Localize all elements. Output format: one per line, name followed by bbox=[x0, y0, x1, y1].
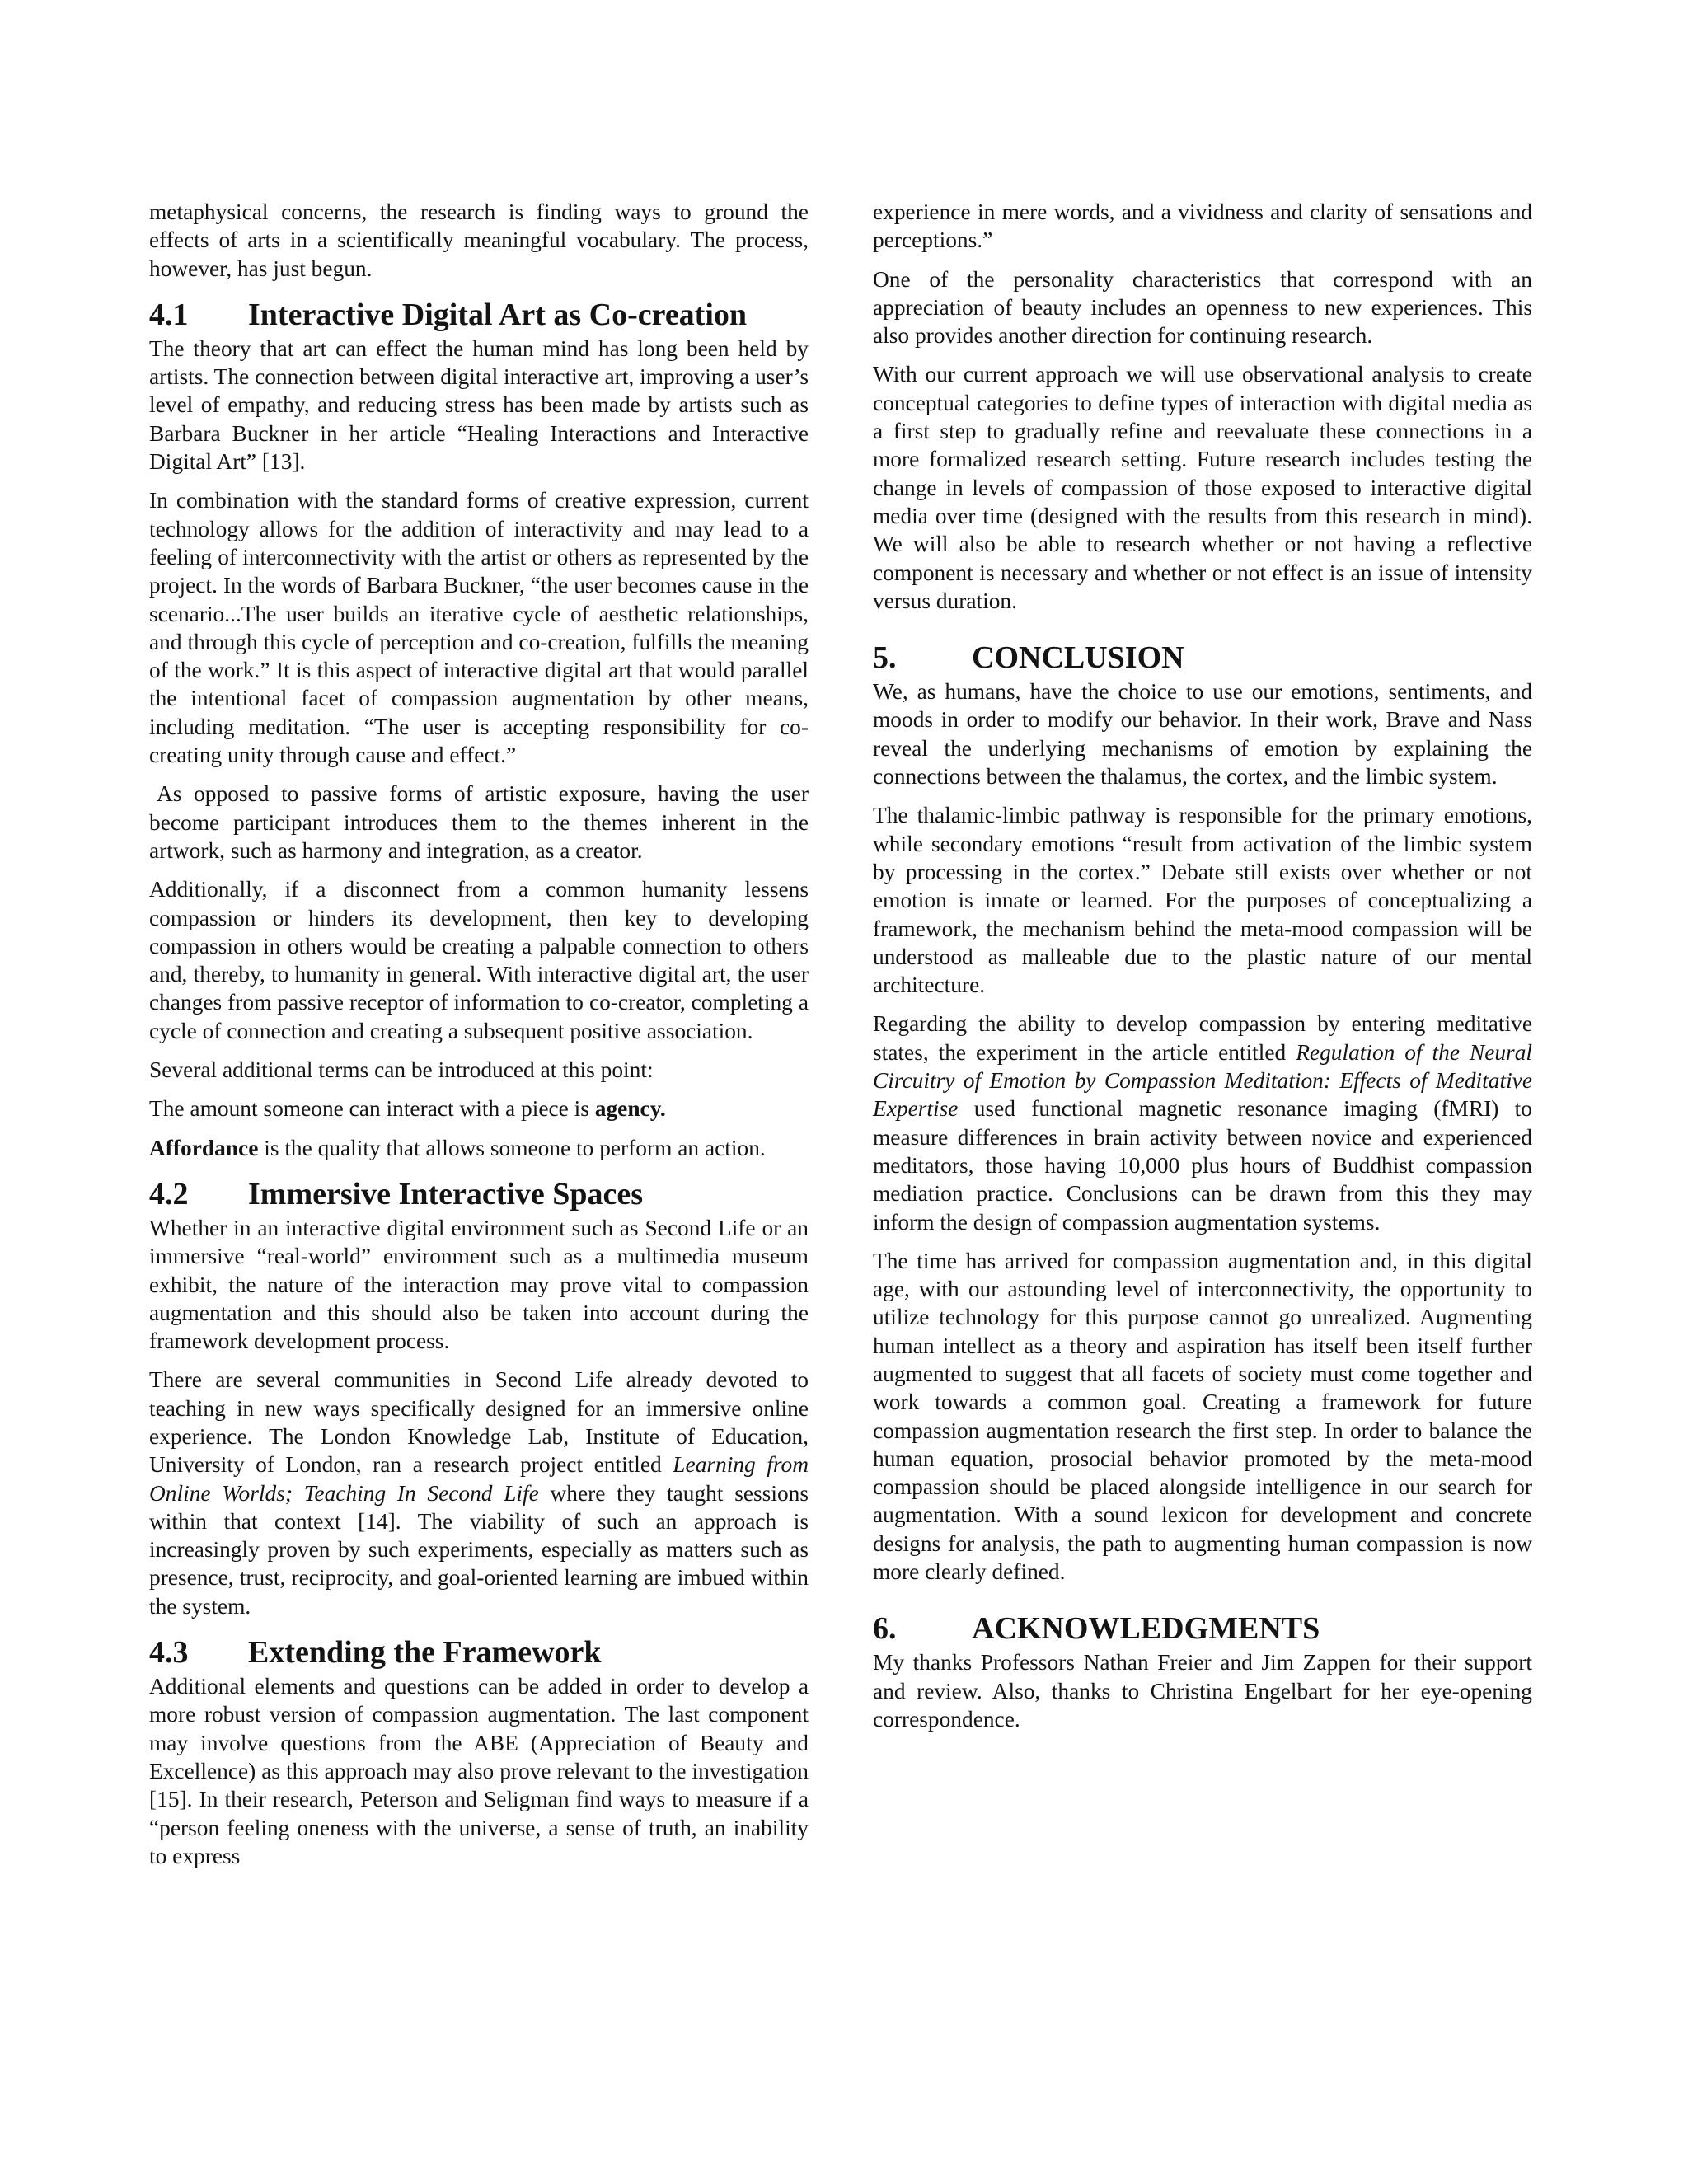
paragraph-text: is the quality that allows someone to perform an action. bbox=[258, 1135, 766, 1160]
left-column bbox=[149, 198, 809, 1881]
paragraph-text: Regarding the ability to develop compassion by entering meditative states, the experiment in the article entitled bbox=[873, 1011, 1532, 1065]
section-title: Extending the Framework bbox=[248, 1635, 602, 1671]
paragraph: Additionally, if a disconnect from a common humanity lessens compassion or hinders its development, then key to developing compassion in others would be creating a palpable connection to others and, thereby, to humanity in general. With interactive digital art, the user changes from passive receptor of information to co-creator, completing a cycle of connection and creating a subsequent positive association. bbox=[149, 877, 809, 1043]
paragraph: The time has arrived for compassion augmentation and, in this digital age, with our astounding level of interconnectivity, the opportunity to utilize technology for this purpose cannot go unrealized. Augmenting human intellect as a theory and aspiration has itself been itself further augmented to suggest that all facets of society must come together and work towards a common goal. Creating a framework for future compassion augmentation research the first step. In order to balance the human equation, prosocial behavior promoted by the meta-mood compassion should be placed alongside intelligence in our search for augmentation. With a sound lexicon for development and concrete designs for analysis, the path to augmenting human compassion is now more clearly defined. bbox=[873, 1248, 1532, 1585]
paragraph-text: used functional magnetic resonance imaging (fMRI) to measure differences in brain activity between novice and experienced meditators, those having 10,000 plus hours of Buddhist compassion mediation practice. Conclusions can be drawn from this they may inform the design of compassion augmentation systems. bbox=[873, 1096, 1532, 1235]
paragraph: We, as humans, have the choice to use our emotions, sentiments, and moods in order to modify our behavior. In their work, Brave and Nass reveal the underlying mechanisms of emotion by explaining the connections between the thalamus, the cortex, and the limbic system. bbox=[873, 679, 1532, 790]
section-number: 4.1 bbox=[149, 297, 189, 332]
paragraph: My thanks Professors Nathan Freier and Jim Zappen for their support and review. Also, thanks to Christina Engelbart for her eye-opening correspondence. bbox=[873, 1650, 1532, 1732]
section-heading-6 bbox=[873, 1611, 1532, 1646]
term-agency: agency. bbox=[594, 1096, 666, 1122]
paragraph: Several additional terms can be introduced at this point: bbox=[149, 1057, 654, 1083]
section-number: 4.2 bbox=[149, 1176, 189, 1212]
right-column bbox=[873, 198, 1532, 1744]
paragraph: Whether in an interactive digital environment such as Second Life or an immersive “real-world” environment such as a multimedia museum exhibit, the nature of the interaction may prove vital to compassion augmentation and this should also be taken into account during the framework development process. bbox=[149, 1215, 809, 1354]
paragraph: metaphysical concerns, the research is finding ways to ground the effects of arts in a scientifically meaningful vocabulary. The process, however, has just begun. bbox=[149, 199, 809, 281]
section-heading-5 bbox=[873, 640, 1532, 675]
paragraph: The theory that art can effect the human mind has long been held by artists. The connection between digital interactive art, improving a user’s level of empathy, and reducing stress has been made by artists such as Barbara Buckner in her article “Healing Interactions and Interactive Digital Art” [13]. bbox=[149, 335, 809, 475]
section-title: Interactive Digital Art as Co-creation bbox=[248, 297, 748, 332]
article-title: Regulation of the Neural Circuitry of Emotion by Compassion Meditation: Effects of Meditative Expertise bbox=[873, 1039, 1533, 1122]
paragraph: One of the personality characteristics that correspond with an appreciation of beauty includes an openness to new experiences. This also provides another direction for continuing research. bbox=[873, 266, 1532, 349]
section-number: 4.3 bbox=[149, 1635, 189, 1671]
project-title: Learning from Online Worlds; Teaching In Second Life bbox=[149, 1452, 809, 1506]
paragraph: With our current approach we will use observational analysis to create conceptual categories to define types of interaction with digital media as a first step to gradually refine and reevaluate these connections in a more formalized research setting. Future research includes testing the change in levels of compassion of those exposed to interactive digital media over time (designed with the results from this research in mind). We will also be able to research whether or not having a reflective component is necessary and whether or not effect is an issue of intensity versus duration. bbox=[873, 362, 1532, 613]
section-number: 6. bbox=[873, 1611, 897, 1647]
paragraph: In combination with the standard forms of creative expression, current technology allows for the addition of interactivity and may lead to a feeling of interconnectivity with the artist or others as represented by the project. In the words of Barbara Buckner, “the user becomes cause in the scenario...The user builds an iterative cycle of aesthetic relationships, and through this cycle of perception and co-creation, fulfills the meaning of the work.” It is this aspect of interactive digital art that would parallel the intentional facet of compassion augmentation by other means, including meditation. “The user is accepting responsibility for co-creating unity through cause and effect.” bbox=[149, 488, 809, 768]
section-title: Immersive Interactive Spaces bbox=[248, 1176, 644, 1212]
section-heading-4-1 bbox=[149, 298, 809, 332]
section-number: 5. bbox=[873, 640, 897, 676]
paragraph: experience in mere words, and a vividness and clarity of sensations and perceptions.” bbox=[873, 199, 1532, 253]
paragraph bbox=[873, 1010, 1532, 1235]
paragraph bbox=[149, 1366, 809, 1620]
section-title: CONCLUSION bbox=[972, 640, 1184, 676]
paragraph: Additional elements and questions can be added in order to develop a more robust version of compassion augmentation. The last component may involve questions from the ABE (Appreciation of Beauty and Excellence) as this approach may also prove relevant to the investigation [15]. In their research, Peterson and Seligman find ways to measure if a “person feeling oneness with the universe, a sense of truth, an inability to express bbox=[149, 1674, 809, 1868]
paragraph-text: where they taught sessions within that context [14]. The viability of such an approach is increasingly proven by such experiments, especially as matters such as presence, trust, reciprocity, and goal-oriented learning are imbued within the system. bbox=[149, 1480, 809, 1619]
section-heading-4-3 bbox=[149, 1635, 809, 1670]
paragraph-affordance bbox=[149, 1134, 809, 1162]
section-heading-4-2 bbox=[149, 1177, 809, 1212]
section-title: ACKNOWLEDGMENTS bbox=[972, 1611, 1320, 1647]
paragraph: The thalamic-limbic pathway is responsible for the primary emotions, while secondary emotions “result from activation of the limbic system by processing in the cortex.” Debate still exists over whether or not emotion is innate or learned. For the purposes of conceptualizing a framework, the mechanism behind the meta-mood compassion will be understood as malleable due to the plastic nature of our mental architecture. bbox=[873, 803, 1532, 998]
paragraph: As opposed to passive forms of artistic exposure, having the user become participant introduces them to the themes inherent in the artwork, such as harmony and integration, as a creator. bbox=[149, 781, 809, 863]
term-affordance: Affordance bbox=[149, 1135, 259, 1160]
paragraph-agency bbox=[149, 1094, 809, 1122]
paragraph-text: There are several communities in Second Life already devoted to teaching in new ways specifically designed for an immersive online experience. The London Knowledge Lab, Institute of Education, University of London, ran a research project entitled bbox=[149, 1367, 809, 1478]
paragraph-text: The amount someone can interact with a piece is bbox=[149, 1096, 595, 1122]
